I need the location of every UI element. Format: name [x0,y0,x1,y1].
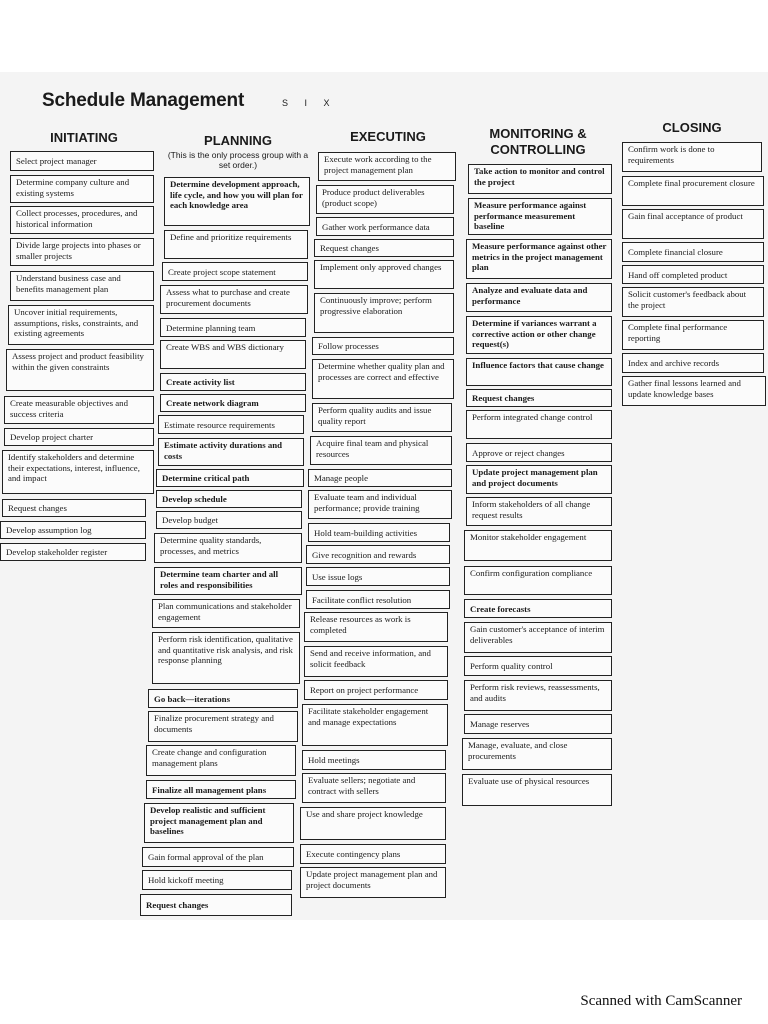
list-item: Approve or reject changes [466,443,612,462]
list-item: Request changes [466,389,612,407]
list-item: Confirm configuration compliance [464,566,612,595]
list-item: Analyze and evaluate data and performance [466,283,612,312]
executing-heading: EXECUTING [350,129,426,144]
list-item: Request changes [314,239,454,257]
list-item: Manage reserves [464,714,612,734]
list-item: Request changes [2,499,146,517]
list-item: Select project manager [10,151,154,171]
list-item: Plan communications and stakeholder engagement [152,599,300,628]
list-item: Finalize all management plans [146,780,296,799]
list-item: Manage people [308,469,452,487]
chapter-label: S I X [282,98,337,108]
list-item: Gain final acceptance of product [622,209,764,239]
list-item: Determine company culture and existing systems [10,175,154,203]
list-item: Complete final performance reporting [622,320,764,350]
list-item: Create measurable objectives and success criteria [4,396,154,424]
scanner-watermark: Scanned with CamScanner [580,993,742,1009]
list-item: Divide large projects into phases or smaller projects [10,238,154,266]
list-item: Determine whether quality plan and processes are correct and effective [312,359,454,399]
list-item: Define and prioritize requirements [164,230,308,259]
list-item: Finalize procurement strategy and documents [148,711,298,742]
monitoring-heading: MONITORING & CONTROLLING [489,126,587,157]
list-item: Acquire final team and physical resources [310,436,452,465]
closing-heading: CLOSING [662,120,722,135]
list-item: Develop schedule [156,490,302,508]
list-item: Measure performance against performance measurement baseline [468,198,612,235]
list-item: Use issue logs [306,567,450,586]
list-item: Create forecasts [464,599,612,618]
page-title: Schedule Management [42,90,245,111]
list-item: Update project management plan and project documents [466,465,612,494]
list-item: Estimate resource requirements [158,415,304,434]
list-item: Take action to monitor and control the project [468,164,612,194]
list-item: Determine if variances warrant a corrective action or other change request(s) [466,316,612,354]
list-item: Confirm work is done to requirements [622,142,762,172]
list-item: Assess what to purchase and create procurement documents [160,285,308,314]
list-item: Give recognition and rewards [306,545,450,564]
list-item: Measure performance against other metrics in the project management plan [466,239,612,279]
list-item: Perform quality control [464,656,612,676]
list-item: Identify stakeholders and determine their expectations, interest, influence, and impact [2,450,154,494]
list-item: Complete final procurement closure [622,176,764,206]
list-item: Produce product deliverables (product scope) [316,185,454,214]
list-item: Manage, evaluate, and close procurements [462,738,612,770]
list-item: Determine team charter and all roles and responsibilities [154,567,302,595]
list-item: Create project scope statement [162,262,308,281]
list-item: Implement only approved changes [314,260,454,289]
list-item: Assess project and product feasibility within the given constraints [6,349,154,391]
list-item: Perform quality audits and issue quality report [312,403,452,432]
list-item: Gather final lessons learned and update knowledge bases [622,376,766,406]
list-item: Hold kickoff meeting [142,870,292,890]
planning-subheading: (This is the only process group with a set order.) [167,150,309,170]
list-item: Uncover initial requirements, assumptions, risks, constraints, and existing agreements [8,305,154,345]
list-item: Influence factors that cause change [466,358,612,386]
list-item: Determine planning team [160,318,306,337]
list-item: Collect processes, procedures, and historical information [10,206,154,234]
list-item: Continuously improve; perform progressive elaboration [314,293,454,333]
list-item: Perform risk identification, qualitative and quantitative risk analysis, and risk response planning [152,632,300,684]
list-item: Determine quality standards, processes, and metrics [154,533,302,563]
list-item: Gain formal approval of the plan [142,847,294,867]
list-item: Facilitate conflict resolution [306,590,450,609]
list-item: Execute work according to the project management plan [318,152,456,181]
list-item: Inform stakeholders of all change request results [466,497,612,526]
list-item: Estimate activity durations and costs [158,438,304,466]
list-item: Develop assumption log [0,521,146,539]
list-item: Release resources as work is completed [304,612,448,642]
list-item: Go back—iterations [148,689,298,708]
list-item: Report on project performance [304,680,448,700]
list-item: Determine development approach, life cycle, and how you will plan for each knowledge area [164,177,310,226]
list-item: Monitor stakeholder engagement [464,530,612,561]
list-item: Gain customer's acceptance of interim deliverables [464,622,612,653]
planning-heading: PLANNING [204,133,272,148]
list-item: Facilitate stakeholder engagement and manage expectations [302,704,448,746]
list-item: Use and share project knowledge [300,807,446,840]
list-item: Hand off completed product [622,265,764,284]
list-item: Complete financial closure [622,242,764,262]
list-item: Execute contingency plans [300,844,446,864]
list-item: Perform integrated change control [466,410,612,439]
list-item: Request changes [140,894,292,916]
list-item: Develop stakeholder register [0,543,146,561]
list-item: Follow processes [312,337,454,355]
list-item: Determine critical path [156,469,304,487]
list-item: Solicit customer's feedback about the project [622,287,764,317]
list-item: Index and archive records [622,353,764,373]
list-item: Create WBS and WBS dictionary [160,340,306,369]
list-item: Understand business case and benefits management plan [10,271,154,301]
initiating-heading: INITIATING [50,130,118,145]
list-item: Gather work performance data [316,217,454,236]
list-item: Develop project charter [4,428,154,446]
list-item: Send and receive information, and solicit feedback [304,646,448,677]
list-item: Evaluate use of physical resources [462,774,612,806]
list-item: Develop budget [156,511,302,529]
list-item: Create change and configuration management plans [146,745,296,776]
list-item: Create network diagram [160,394,306,412]
list-item: Perform risk reviews, reassessments, and audits [464,680,612,711]
list-item: Develop realistic and sufficient project management plan and baselines [144,803,294,843]
list-item: Update project management plan and project documents [300,867,446,898]
list-item: Evaluate sellers; negotiate and contract with sellers [302,773,446,803]
list-item: Hold meetings [302,750,446,770]
list-item: Hold team-building activities [308,523,450,542]
list-item: Create activity list [160,373,306,391]
list-item: Evaluate team and individual performance; provide training [308,490,452,519]
